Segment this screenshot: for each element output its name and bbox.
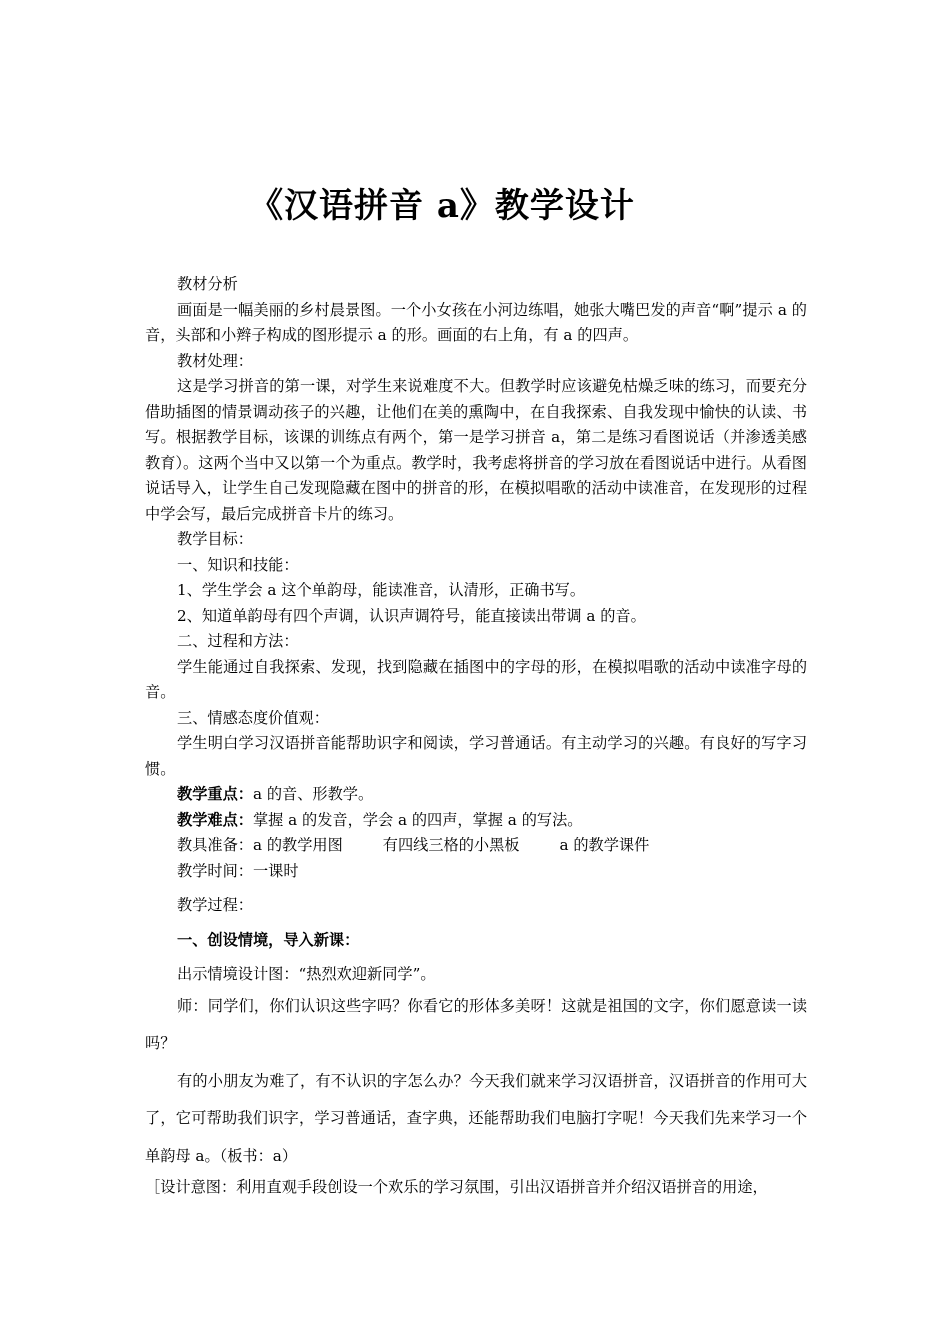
processing-paragraph: 这是学习拼音的第一课，对学生来说难度不大。但教学时应该避免枯燥乏味的练习，而要充分借助插图的情景调动孩子的兴趣，让他们在美的熏陶中，在自我探索、自我发现中愉快的认读、书写。根据教学目标，该课的训练点有两个，第一是学习拼音 a，第二是练习看图说话（并渗透美感教育）。这两个当中又以第一个为重点。教学时，我考虑将拼音的学习放在看图说话中进行。从看图说话导入，让学生自己发现隐藏在图中的拼音的形，在模拟唱歌的活动中读准音，在发现形的过程中学会写，最后完成拼音卡片的练习。 xyxy=(145,377,807,523)
process-paragraph: 学生能通过自我探索、发现，找到隐藏在插图中的字母的形，在模拟唱歌的活动中读准字母的音。 xyxy=(145,657,807,701)
analysis-paragraph: 画面是一幅美丽的乡村晨景图。一个小女孩在小河边练唱，她张大嘴巴发的声音“啊”提示 a 的音，头部和小辫子构成的图形提示 a 的形。画面的右上角，有 a 的四声。 xyxy=(145,300,807,344)
document-title: 《汉语拼音 a》教学设计 xyxy=(249,186,635,226)
attitude-heading: 三、情感态度价值观： xyxy=(177,708,329,727)
procedure-show: 出示情境设计图：“热烈欢迎新同学”。 xyxy=(177,965,436,983)
time-text: 一课时 xyxy=(252,861,299,880)
goals-heading: 教学目标： xyxy=(177,530,253,548)
procedure-paragraph: 有的小朋友为难了，有不认识的字怎么办？今天我们就来学习汉语拼音，汉语拼音的作用可大了，它可帮助我们识字，学习普通话，查字典，还能帮助我们电脑打字呢！今天我们先来学习一个单韵母 a。（板书：a） xyxy=(145,1071,807,1165)
difficult-point-text: 掌握 a 的发音，学会 a 的四声，掌握 a 的写法。 xyxy=(252,810,583,829)
difficult-point-label: 教学难点： xyxy=(177,810,253,829)
procedure-teacher: 师：同学们，你们认识这些字吗？你看它的形体多美呀！这就是祖国的文字，你们愿意读一读吗？ xyxy=(145,996,807,1052)
knowledge-item-2: 2、知道单韵母有四个声调，认识声调符号，能直接读出带调 a 的音。 xyxy=(177,606,646,625)
document-body xyxy=(145,272,807,1201)
key-point-text: a 的音、形教学。 xyxy=(252,785,374,803)
key-point-label: 教学重点： xyxy=(177,785,253,803)
step1-heading: 一、创设情境，导入新课： xyxy=(177,930,360,949)
key-point-line xyxy=(145,782,807,808)
tools-line xyxy=(145,833,807,859)
knowledge-heading: 一、知识和技能： xyxy=(177,555,299,574)
tools-label: 教具准备： xyxy=(177,836,253,854)
knowledge-item-1: 1、学生学会 a 这个单韵母，能读准音，认清形，正确书写。 xyxy=(177,581,586,599)
analysis-heading: 教材分析 xyxy=(177,275,238,293)
design-intent: ［设计意图：利用直观手段创设一个欢乐的学习氛围，引出汉语拼音并介绍汉语拼音的用途， xyxy=(145,1178,768,1196)
time-label: 教学时间： xyxy=(177,861,253,880)
process-heading: 二、过程和方法： xyxy=(177,632,299,650)
procedure-heading: 教学过程： xyxy=(177,896,253,914)
tools-item-2: 有四线三格的小黑板 xyxy=(382,836,520,854)
time-line xyxy=(145,859,807,885)
tools-item-1: a 的教学用图 xyxy=(252,836,343,854)
tools-item-3: a 的教学课件 xyxy=(559,836,650,854)
attitude-paragraph: 学生明白学习汉语拼音能帮助识字和阅读，学习普通话。有主动学习的兴趣。有良好的写字习惯。 xyxy=(145,734,807,778)
difficult-point-line xyxy=(145,808,807,834)
processing-heading: 教材处理： xyxy=(177,351,253,370)
